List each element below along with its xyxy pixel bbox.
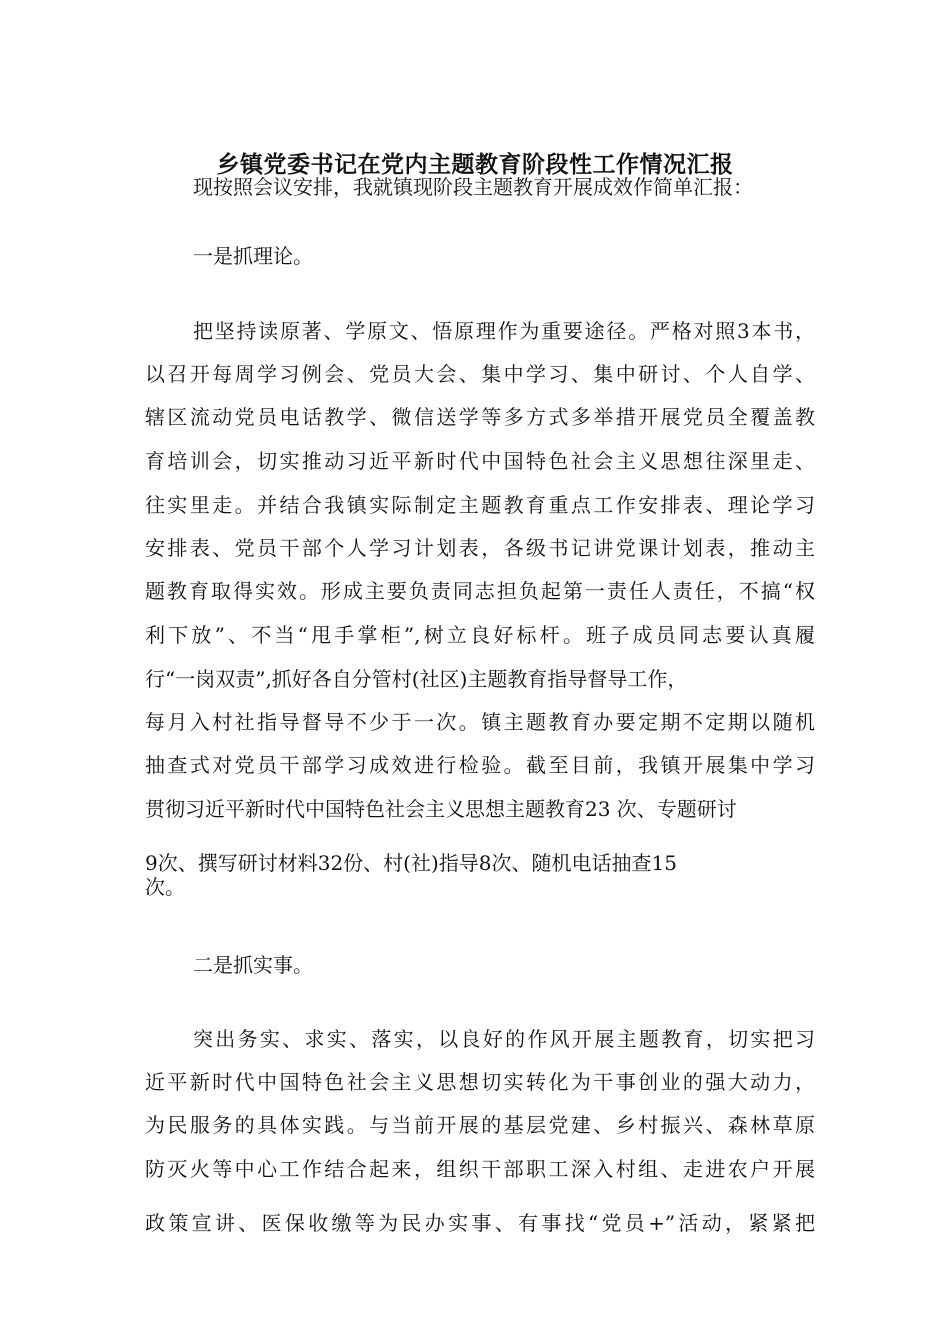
section1-line: 安排表、党员干部个人学习计划表，各级书记讲党课计划表，推动主 <box>145 536 815 560</box>
section1-line: 辖区流动党员电话教学、微信送学等多方式多举措开展党员全覆盖教 <box>145 405 815 429</box>
section1-line: 抽查式对党员干部学习成效进行检验。截至目前，我镇开展集中学习 <box>145 753 815 777</box>
section2-line: 突出务实、求实、落实，以良好的作风开展主题教育，切实把习 <box>193 1027 815 1051</box>
section1-line: 每月入村社指导督导不少于一次。镇主题教育办要定期不定期以随机 <box>145 710 815 734</box>
section1-line: 以召开每周学习例会、党员大会、集中学习、集中研讨、个人自学、 <box>145 362 815 386</box>
section1-line: 9次、撰写研讨材料32份、村(社)指导8次、随机电话抽查15 <box>145 851 677 875</box>
section1-line: 贯彻习近平新时代中国特色社会主义思想主题教育23 次、专题研讨 <box>145 797 737 821</box>
section1-line: 把坚持读原著、学原文、悟原理作为重要途径。严格对照3本书， <box>193 319 815 343</box>
section1-line: 利下放”、不当“甩手掌柜”,树立良好标杆。班子成员同志要认真履 <box>145 623 815 647</box>
intro-paragraph: 现按照会议安排，我就镇现阶段主题教育开展成效作简单汇报： <box>193 175 753 199</box>
section1-line: 行“一岗双责”,抓好各自分管村(社区)主题教育指导督导工作， <box>145 667 688 691</box>
section1-line: 题教育取得实效。形成主要负责同志担负起第一责任人责任，不搞“权 <box>145 579 815 603</box>
section2-line: 防灭火等中心工作结合起来，组织干部职工深入村组、走进农户开展 <box>145 1157 815 1181</box>
section2-line: 近平新时代中国特色社会主义思想切实转化为干事创业的强大动力， <box>145 1070 815 1094</box>
section1-line: 育培训会，切实推动习近平新时代中国特色社会主义思想往深里走、 <box>145 449 815 473</box>
section2-heading: 二是抓实事。 <box>193 953 313 977</box>
section1-line: 次。 <box>145 875 185 899</box>
section1-heading: 一是抓理论。 <box>193 244 313 268</box>
document-title: 乡镇党委书记在党内主题教育阶段性工作情况汇报 <box>216 152 734 178</box>
section1-line: 往实里走。并结合我镇实际制定主题教育重点工作安排表、理论学习 <box>145 493 815 517</box>
section2-line: 政策宣讲、医保收缴等为民办实事、有事找“党员+”活动，紧紧把 <box>145 1211 815 1235</box>
section2-line: 为民服务的具体实践。与当前开展的基层党建、乡村振兴、森林草原 <box>145 1113 815 1137</box>
